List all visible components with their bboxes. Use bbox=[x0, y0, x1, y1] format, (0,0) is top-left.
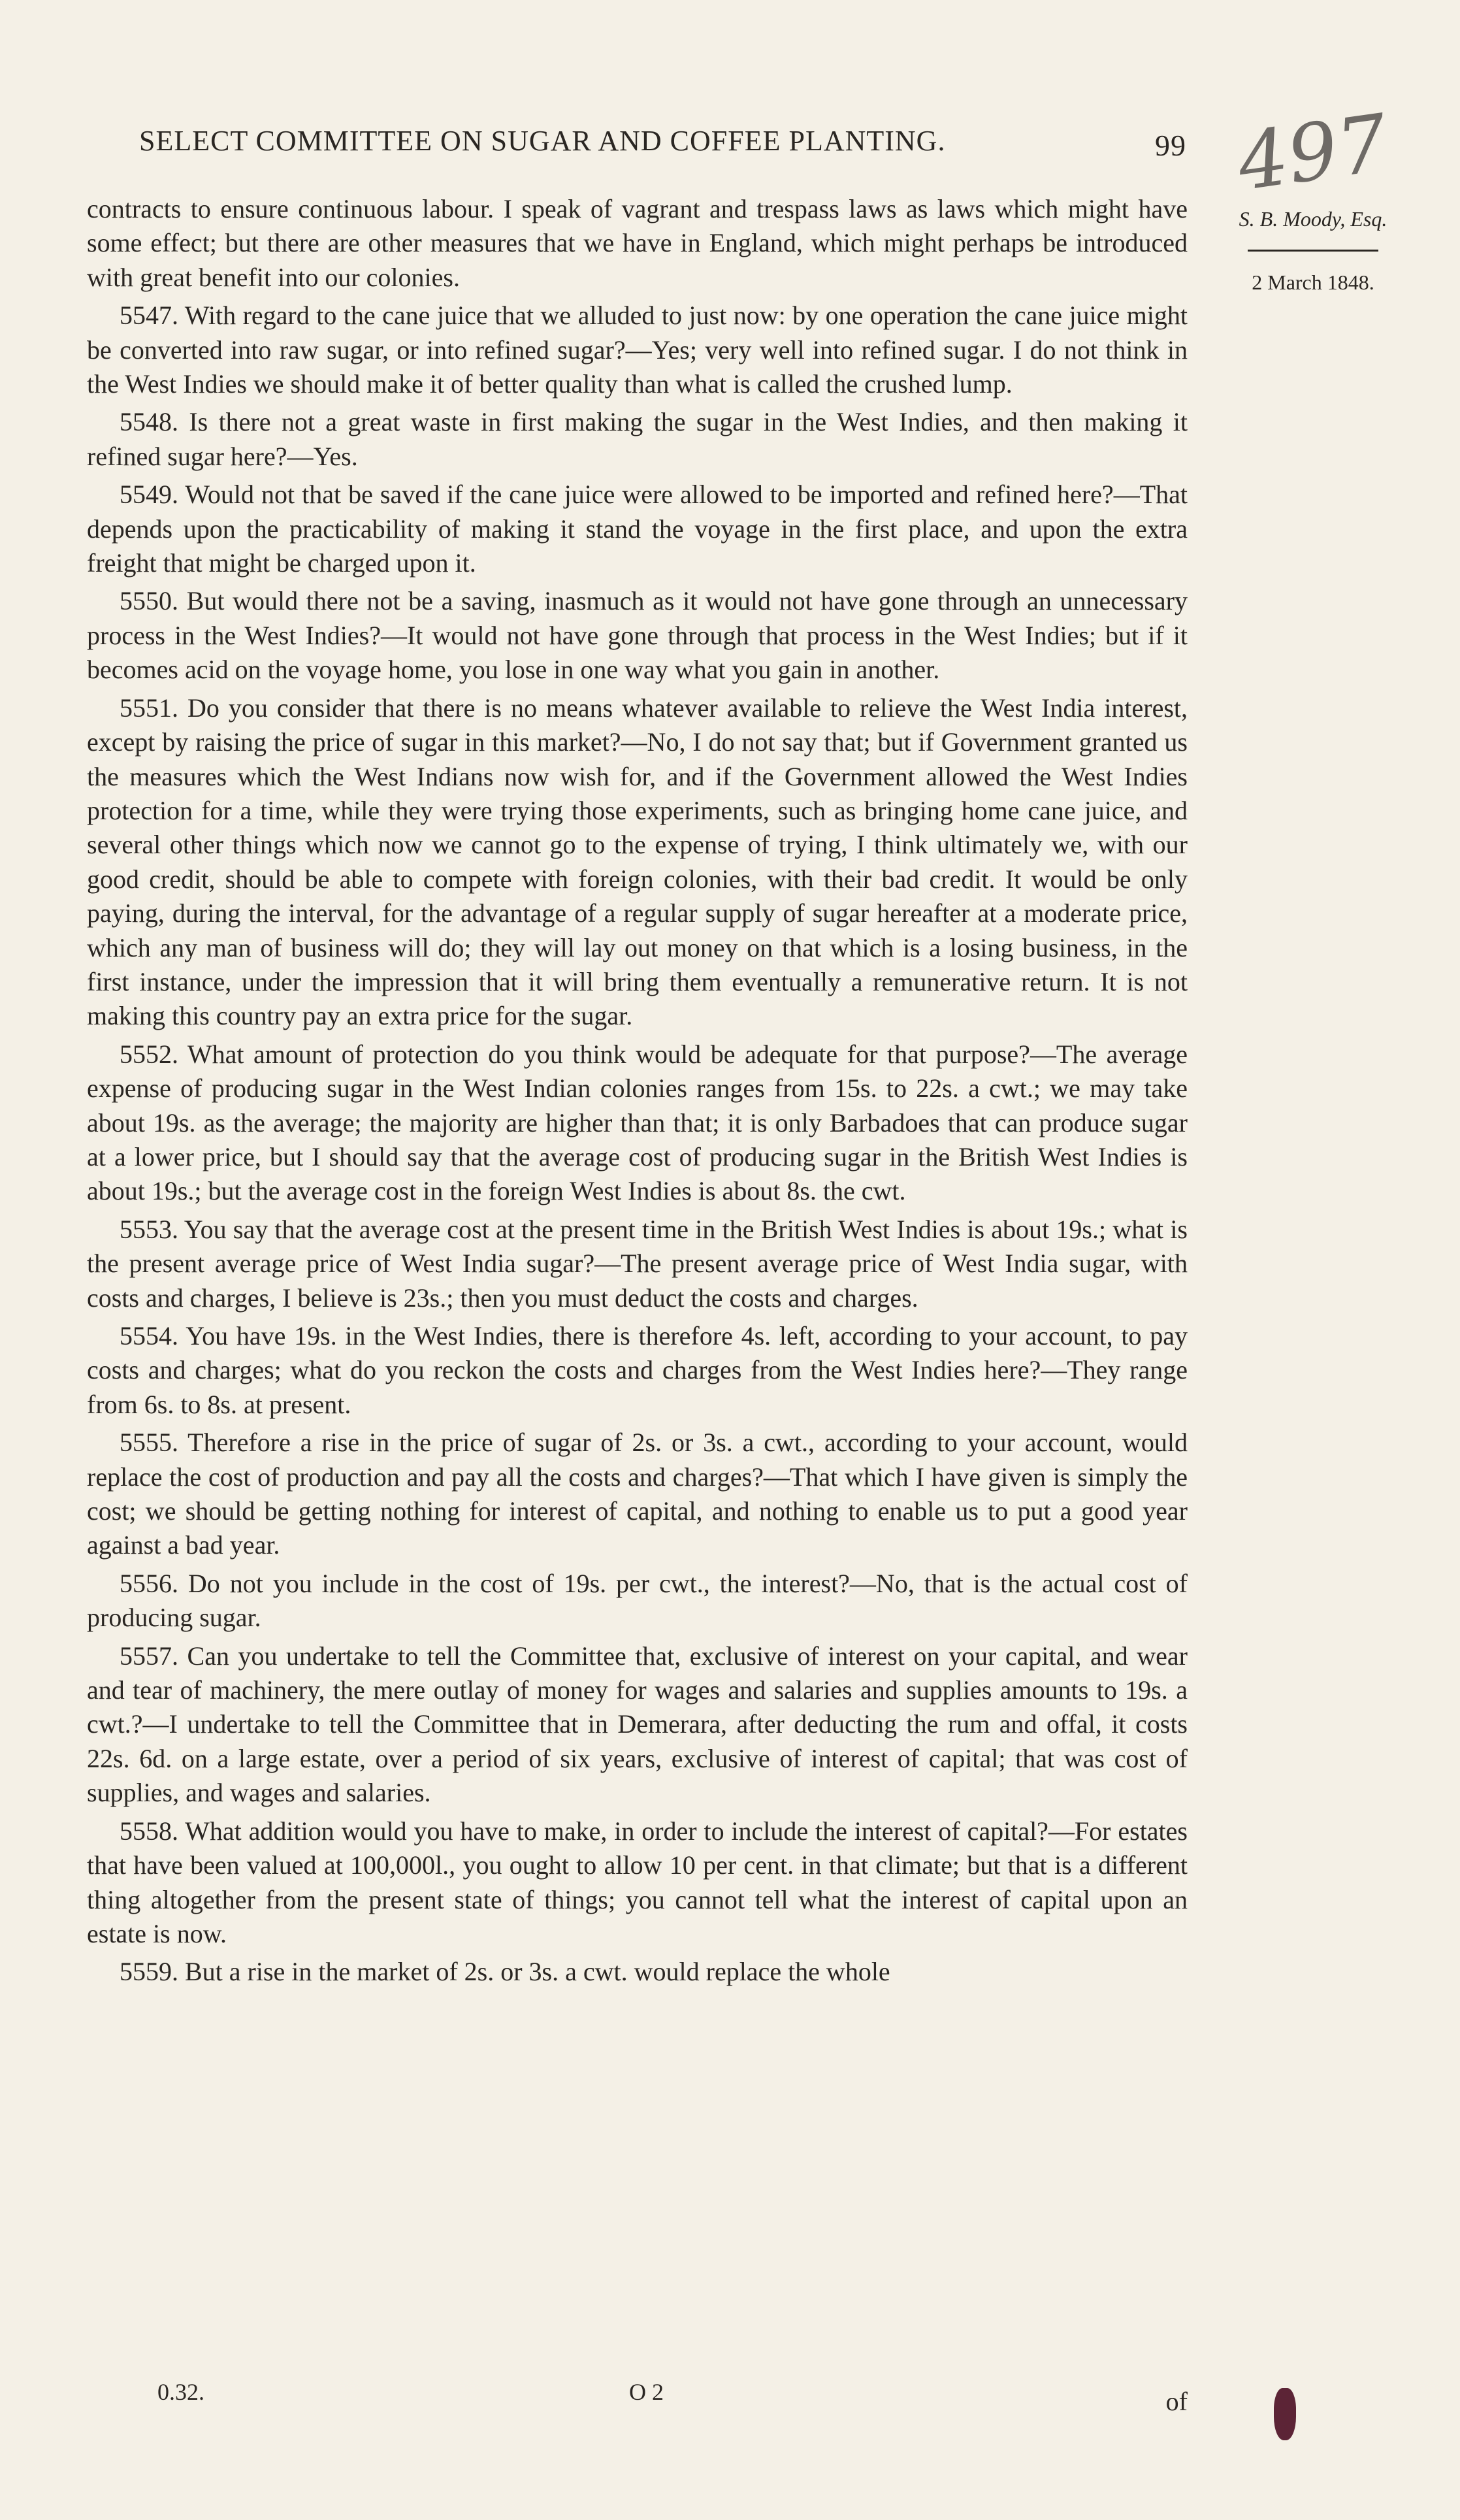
question-5555: 5555. Therefore a rise in the price of sugar of 2s. or 3s. a cwt., according to your account, would replace the cost of production and pay all the costs and charges?—That which I have given is simply the cost; we should be getting nothing for interest of capital, and nothing to enable us to put a good year against a bad year. bbox=[87, 1428, 1188, 1560]
testimony-body bbox=[87, 192, 1188, 1989]
question-5549: 5549. Would not that be saved if the cane juice were allowed to be imported and refined here?—That depends upon the practicability of making it stand the voyage in the first place, and upon the extra freight that might be charged upon it. bbox=[87, 480, 1188, 578]
question-5547: 5547. With regard to the cane juice that we alluded to just now: by one operation the cane juice might be converted into raw sugar, or into refined sugar?—Yes; very well into refined sugar. I do not think in the West Indies we should make it of better quality than what is called the crushed lump. bbox=[87, 301, 1188, 399]
question-5558: 5558. What addition would you have to make, in order to include the interest of capital?—For estates that have been valued at 100,000l., you ought to allow 10 per cent. in that climate; but that is a different thing altogether from the present state of things; you cannot tell what the interest of capital upon an estate is now. bbox=[87, 1816, 1188, 1948]
question-5559: 5559. But a rise in the market of 2s. or 3s. a cwt. would replace the whole bbox=[120, 1957, 890, 1987]
question-5551: 5551. Do you consider that there is no means whatever available to relieve the West India interest, except by raising the price of sugar in this market?—No, I do not say that; but if Government granted us the measures which the West Indians now wish for, and if the Government allowed the West Indies protection for a time, while they were trying those experiments, such as bringing home cane juice, and several other things which now we cannot go to the expense of trying, I think ultimately we, with our good credit, should be able to compete with foreign colonies, with their bad credit. It would be only paying, during the interval, for the advantage of a regular supply of sugar hereafter at a moderate price, which any man of business will do; they will lay out money on that which is a losing business, in the first instance, under the impression that it will bring them eventually a remunerative return. It is not making this country pay an extra price for the sugar. bbox=[87, 693, 1188, 1031]
paper-code: 0.32. bbox=[157, 2379, 204, 2405]
margin-note bbox=[1205, 203, 1421, 299]
ink-blot bbox=[1274, 2388, 1296, 2440]
question-5550: 5550. But would there not be a saving, inasmuch as it would not have gone through an unnecessary process in the West Indies?—It would not have gone through that process in the West Indies; but if it becomes acid on the voyage home, you lose in one way what you gain in another. bbox=[87, 586, 1188, 685]
margin-rule bbox=[1248, 250, 1378, 252]
question-5556: 5556. Do not you include in the cost of 19s. per cwt., the interest?—No, that is the actual cost of producing sugar. bbox=[87, 1568, 1188, 1633]
page-number: 99 bbox=[1155, 129, 1186, 162]
question-5552: 5552. What amount of protection do you think would be adequate for that purpose?—The average expense of producing sugar in the West Indian colonies ranges from 15s. to 22s. a cwt.; we may take about 19s. as the average; the majority are higher than that; it is only Barbadoes that can produce sugar at a lower price, but I should say that the average cost of producing sugar in the British West Indies is about 19s.; but the average cost in the foreign West Indies is about 8s. the cwt. bbox=[87, 1039, 1188, 1206]
witness-name: S. B. Moody, Esq. bbox=[1239, 207, 1387, 231]
signature-mark: O 2 bbox=[629, 2379, 664, 2405]
catchword: of bbox=[1165, 2387, 1188, 2416]
question-5553: 5553. You say that the average cost at the present time in the British West Indies is about 19s.; what is the present average price of West India sugar?—The present average price of West India sugar, with costs and charges, I believe is 23s.; then you must deduct the costs and charges. bbox=[87, 1214, 1188, 1313]
testimony-date: 2 March 1848. bbox=[1252, 270, 1374, 294]
question-5548: 5548. Is there not a great waste in first making the sugar in the West Indies, and then making it refined sugar here?—Yes. bbox=[87, 407, 1188, 471]
handwritten-folio-number: 497 bbox=[1232, 97, 1393, 209]
paragraph-continuation: contracts to ensure continuous labour. I speak of vagrant and trespass laws as laws which might have some effect; but there are other measures that we have in England, which might perhaps be introduced with great benefit into our colonies. bbox=[87, 194, 1188, 292]
question-5557: 5557. Can you undertake to tell the Committee that, exclusive of interest on your capital, and wear and tear of machinery, the mere outlay of money for wages and salaries and supplies amounts to 19s. a cwt.?—I undertake to tell the Committee that in Demerara, after deducting the rum and offal, it costs 22s. 6d. on a large estate, over a period of six years, exclusive of interest of capital; that was cost of supplies, and wages and salaries. bbox=[87, 1641, 1188, 1808]
page-footer bbox=[87, 2378, 1188, 2417]
running-header bbox=[139, 124, 1210, 162]
header-title: SELECT COMMITTEE ON SUGAR AND COFFEE PLANTING. bbox=[139, 125, 946, 157]
question-5554: 5554. You have 19s. in the West Indies, there is therefore 4s. left, according to your account, to pay costs and charges; what do you reckon the costs and charges from the West Indies here?—They range from 6s. to 8s. at present. bbox=[87, 1321, 1188, 1419]
